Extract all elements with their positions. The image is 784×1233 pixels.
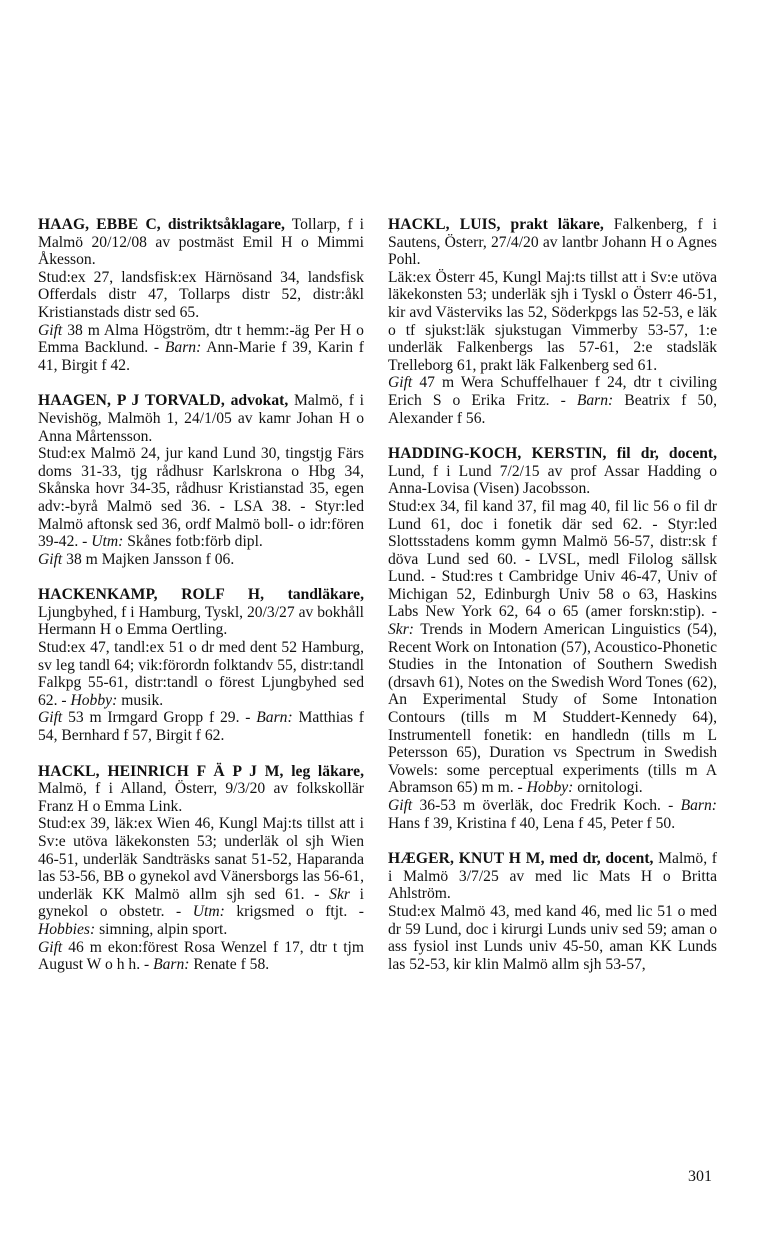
entry-career <box>38 445 364 551</box>
entry-haeger <box>388 850 717 973</box>
hobby-text: musik. <box>121 691 164 709</box>
hobby-text: simning, alpin sport. <box>99 920 228 938</box>
entry-title: fil dr, docent, <box>616 445 718 463</box>
skr-text: i gynekol o obstetr. - <box>38 885 364 921</box>
entry-name: HADDING-KOCH, KERSTIN, <box>388 445 607 463</box>
entry-title: med dr, docent, <box>549 850 654 868</box>
entry-family <box>38 709 364 744</box>
entry-intro <box>38 763 364 816</box>
entry-family <box>38 939 364 974</box>
entry-name: HAAGEN, P J TORVALD, <box>38 392 225 410</box>
entry-career: Läk:ex Österr 45, Kungl Maj:ts tillst att i Sv:e utöva läkekonsten 53; underläk sjh i Tyskl o Österr 46-51, kir avd Västerviks las 52, Söderkpgs las 52-53, e läk o tf sjukst:läk sjukstugan Vimmerby 53-57, 1:e underläk Falkenbergs las 57-61, 2:e stadsläk Trelleborg 61, prakt läk Falkenberg sed 61. <box>388 268 717 374</box>
family-text: 38 m Alma Högström, dtr t hemm:-äg Per H o Emma Backlund. - <box>38 321 364 357</box>
family-label: Gift <box>38 709 63 727</box>
entry-career <box>38 815 364 938</box>
entry-intro <box>38 392 364 445</box>
entry-intro-text: Tollarp, f i Malmö 20/12/08 av postmäst Emil H o Mimmi Åkesson. <box>38 216 364 269</box>
right-column <box>388 216 717 991</box>
entry-career: Stud:ex 27, landsfisk:ex Härnösand 34, landsfisk Offerdals distr 47, Tollarps distr 52, distr:åkl Kristianstads distr sed 65. <box>38 268 364 321</box>
entry-intro-text: Lund, f i Lund 7/2/15 av prof Assar Hadding o Anna-Lovisa (Visen) Jacobsson. <box>388 462 717 498</box>
entry-family <box>388 797 717 832</box>
family-label: Gift <box>388 374 413 392</box>
entry-haag <box>38 216 364 374</box>
hobby-label: Hobby: <box>70 691 118 709</box>
entry-family <box>38 322 364 375</box>
skr-text: Trends in Modern American Linguistics (54), Recent Work on Intonation (57), Acoustico-Phonetic Studies in the Intonation of Southern Swedish (drsavh 61), Notes on the Swedish Word Tones (62), An Experimental Study of Some Intonation Contours (tills m M Studdert-Kennedy 64), Instrumentell fonetik: en handledn (tills m L Petersson 65), Duration vs Spectrum in Swedish Vowels: some perceptual experiments (tills m A Abramson 65) m m. - <box>388 621 717 797</box>
children-label: Barn: <box>576 391 614 409</box>
family-label: Gift <box>38 321 63 339</box>
children-label: Barn: <box>256 709 293 727</box>
entry-name: HAAG, EBBE C, <box>38 216 161 233</box>
skr-label: Skr <box>329 885 350 903</box>
entry-hackl-heinrich <box>38 763 364 974</box>
utm-label: Utm: <box>91 533 124 551</box>
entry-title: tandläkare, <box>287 586 364 604</box>
entry-family <box>38 551 364 569</box>
family-label: Gift <box>38 550 63 568</box>
entry-intro <box>38 216 364 269</box>
career-text: Stud:ex 39, läk:ex Wien 46, Kungl Maj:ts tillst att i Sv:e utöva läkekonsten 53; underläk ol sjh Wien 46-51, underläk Sandträsks sanat 51-52, Haparanda las 53-56, BB o gynekol avd Vänersborgs las 56-61, underläk KK Malmö allm sjh sed 61. - <box>38 815 364 903</box>
children-text: Ann-Marie f 39, Karin f 41, Birgit f 42. <box>38 339 364 374</box>
children-label: Barn: <box>164 339 202 357</box>
utm-label: Utm: <box>192 903 225 921</box>
children-text: Renate f 58. <box>193 956 270 974</box>
entry-title: prakt läkare, <box>510 216 604 233</box>
family-label: Gift <box>388 797 413 814</box>
entry-title: leg läkare, <box>291 762 364 780</box>
entry-intro <box>388 445 717 498</box>
entry-intro <box>388 850 717 903</box>
entry-intro <box>388 216 717 269</box>
career-text: Stud:ex 47, tandl:ex 51 o dr med dent 52 Hamburg, sv leg tandl 64; vik:förordn folktandv 55, distr:tandl Falkpg 55-61, distr:tandl o förest Ljungbyhed sed 62. - <box>38 639 364 709</box>
entry-haagen <box>38 392 364 568</box>
children-text: Hans f 39, Kristina f 40, Lena f 45, Peter f 50. <box>388 814 676 832</box>
entry-hackl-luis <box>388 216 717 427</box>
hobby-label: Hobby: <box>526 779 574 797</box>
page-number: 301 <box>688 1168 712 1185</box>
entry-intro-text: Ljungbyhed, f i Hamburg, Tyskl, 20/3/27 av bokhåll Hermann H o Emma Oertling. <box>38 603 364 639</box>
family-label: Gift <box>38 938 63 956</box>
career-text: Stud:ex 34, fil kand 37, fil mag 40, fil lic 56 o fil dr Lund 61, doc i fonetik där sed 62. - Styr:led Slottsstadens komm gymn Malmö 56-57, distr:sk f döva Lund sed 60. - LVSL, medl Filolog sällsk Lund. - Stud:res t Cambridge Univ 46-47, Univ of Michigan 52, Edinburgh Univ 58 o 63, Haskins Labs New York 62, 64 o 65 (amer forskn:stip). - <box>388 497 717 621</box>
family-text: 36-53 m överläk, doc Fredrik Koch. - <box>419 797 674 814</box>
entry-intro-text: Falkenberg, f i Sautens, Österr, 27/4/20 av lantbr Johann H o Agnes Pohl. <box>388 216 717 269</box>
entry-name: HACKL, LUIS, <box>388 216 501 233</box>
children-text: Matthias f 54, Bernhard f 57, Birgit f 62. <box>38 709 365 745</box>
career-text: Stud:ex Malmö 24, jur kand Lund 30, tingstjg Färs doms 31-33, tjg rådhusr Karlskrona o Hbg 34, Skånska hovr 34-35, rådhusr Kristianstad 35, egen adv:-byrå Malmö sed 36. - LSA 38. - Styr:led Malmö aftonsk sed 36, ordf Malmö boll- o idr:fören 39-42. - <box>38 445 364 551</box>
entry-intro-text: Malmö, f i Alland, Österr, 9/3/20 av folkskollär Franz H o Emma Link. <box>38 780 364 815</box>
entry-name: HÆGER, KNUT H M, <box>388 850 545 868</box>
family-text: 53 m Irmgard Gropp f 29. - <box>68 709 251 727</box>
entry-name: HACKL, HEINRICH F Ä P J M, <box>38 762 284 780</box>
entry-family <box>388 374 717 427</box>
entry-career <box>38 639 364 709</box>
entry-name: HACKENKAMP, ROLF H, <box>38 586 265 604</box>
children-text: Beatrix f 50, Alexander f 56. <box>388 391 717 427</box>
entry-career: Stud:ex Malmö 43, med kand 46, med lic 51 o med dr 59 Lund, doc i kirurgi Lunds univ sed 59; aman o ass fysiol inst Lunds univ 45-50, aman KK Lunds las 52-53, kir klin Malmö allm sjh 53-57, <box>388 902 717 973</box>
children-label: Barn: <box>153 956 190 974</box>
utm-text: krigsmed o ftjt. - <box>236 903 364 921</box>
entry-hackenkamp <box>38 586 364 744</box>
family-text: 46 m ekon:förest Rosa Wenzel f 17, dtr t tjm August W o h h. - <box>38 938 364 974</box>
skr-label: Skr: <box>388 621 414 639</box>
entry-intro-text: Malmö, f i Nevishög, Malmöh 1, 24/1/05 av kamr Johan H o Anna Mårtensson. <box>38 392 364 445</box>
entry-career <box>388 498 717 797</box>
left-column <box>38 216 364 992</box>
hobby-text: ornitologi. <box>577 779 643 797</box>
entry-intro <box>38 586 364 639</box>
family-text: 47 m Wera Schuffelhauer f 24, dtr t civiling Erich S o Erika Fritz. - <box>388 374 717 409</box>
entry-title: advokat, <box>230 392 289 410</box>
utm-text: Skånes fotb:förb dipl. <box>127 533 263 551</box>
entry-hadding-koch <box>388 445 717 832</box>
children-label: Barn: <box>680 797 717 814</box>
entry-intro-text: Malmö, f i Malmö 3/7/25 av med lic Mats H o Britta Ahlström. <box>388 850 717 903</box>
family-text: 38 m Majken Jansson f 06. <box>66 550 235 568</box>
entry-title: distriktsåklagare, <box>167 216 285 233</box>
hobby-label: Hobbies: <box>38 920 96 938</box>
